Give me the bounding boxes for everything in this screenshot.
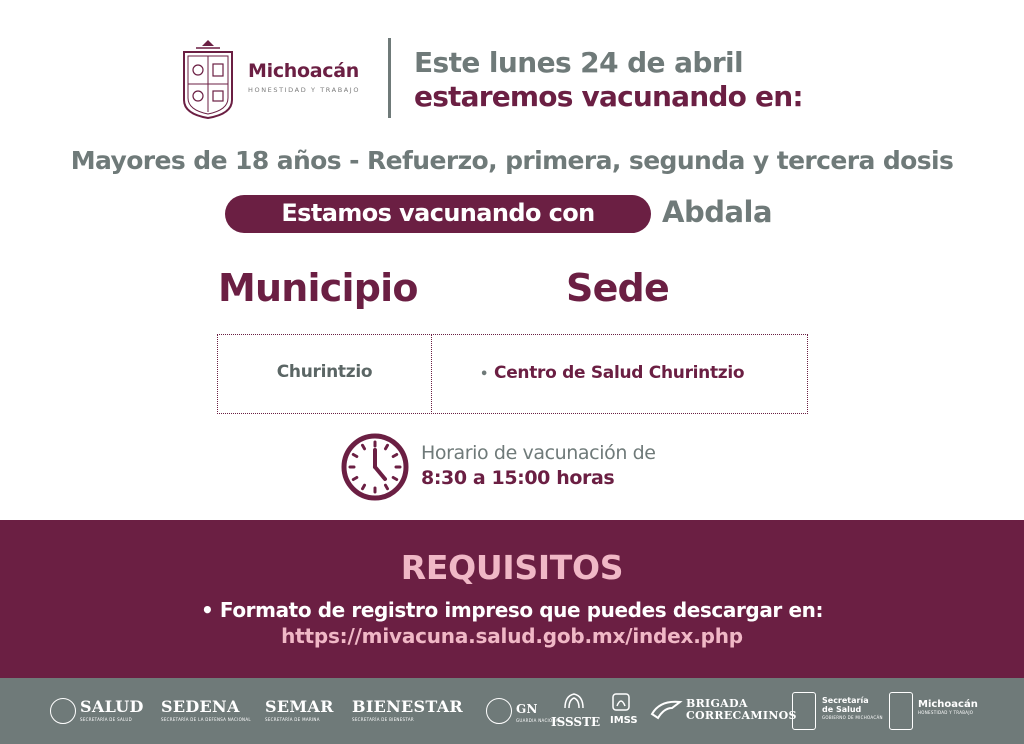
logo-semar (265, 697, 334, 722)
logo-salud (80, 697, 144, 722)
logo-imss: IMSS (610, 715, 638, 726)
logo-secretaria-line2: de Salud (822, 705, 862, 714)
logo-brigada (686, 698, 797, 722)
logo-bienestar-sub: SECRETARÍA DE BIENESTAR (352, 717, 414, 722)
location-table (217, 334, 808, 414)
column-header-sede: Sede (566, 266, 669, 310)
gn-seal-icon (486, 698, 512, 724)
logo-salud-sub: SECRETARÍA DE SALUD (80, 717, 132, 722)
vaccine-pill (225, 195, 651, 233)
footer-logos (0, 678, 1024, 744)
logo-michoacan (918, 700, 978, 715)
imss-emblem-icon (611, 692, 631, 712)
michoacan-shield-icon (180, 38, 236, 120)
logo-salud-name: SALUD (80, 697, 144, 716)
logo-secretaria-salud (822, 696, 883, 720)
bullet-icon: • (200, 598, 220, 622)
logo-bienestar (352, 697, 463, 722)
vaccine-name: Abdala (662, 195, 773, 229)
logo-bienestar-name: BIENESTAR (352, 697, 464, 716)
logo-secretaria-line1: Secretaría (822, 696, 869, 705)
logo-brigada-line2: CORRECAMINOS (686, 709, 797, 722)
logo-secretaria-sub: GOBIERNO DE MICHOACÁN (822, 715, 883, 720)
logo-issste: ISSSTE (551, 715, 601, 729)
logo-gn-name: GN (516, 702, 538, 716)
bullet-icon: • (480, 367, 489, 382)
headline-action: estaremos vacunando en: (414, 80, 803, 113)
secretaria-shield-icon (792, 692, 816, 730)
michoacan-footer-shield-icon (889, 692, 913, 730)
requirements-band (0, 520, 1024, 678)
requirements-item-text: Formato de registro impreso que puedes descargar en: (219, 598, 824, 622)
issste-emblem-icon (563, 692, 585, 710)
header-divider (388, 38, 391, 118)
clock-icon (340, 432, 410, 502)
brand-name: Michoacán (248, 60, 359, 82)
logo-semar-sub: SECRETARÍA DE MARINA (265, 717, 320, 722)
correcaminos-bird-icon (650, 696, 684, 722)
column-header-municipio: Municipio (218, 266, 418, 310)
logo-sedena (161, 697, 251, 722)
schedule-label: Horario de vacunación de (421, 442, 656, 464)
schedule-hours: 8:30 a 15:00 horas (421, 467, 615, 489)
sede-name: Centro de Salud Churintzio (494, 363, 745, 383)
header (0, 0, 1024, 130)
audience-text: Mayores de 18 años - Refuerzo, primera, segunda y tercera dosis (70, 146, 954, 175)
table-cell-municipio: Churintzio (276, 362, 373, 382)
logo-michoacan-name: Michoacán (918, 699, 978, 710)
salud-seal-icon (50, 698, 76, 724)
requirements-item (0, 598, 1024, 622)
requirements-url[interactable]: https://mivacuna.salud.gob.mx/index.php (281, 624, 743, 648)
logo-semar-name: SEMAR (265, 697, 334, 716)
logo-brigada-line1: BRIGADA (686, 697, 748, 710)
logo-gn-sub: GUARDIA NACIONAL (516, 718, 562, 723)
brand-tagline: HONESTIDAD Y TRABAJO (248, 86, 361, 94)
logo-sedena-sub: SECRETARÍA DE LA DEFENSA NACIONAL (161, 717, 251, 722)
headline-date: Este lunes 24 de abril (414, 46, 744, 79)
requirements-title: REQUISITOS (400, 548, 624, 587)
logo-michoacan-sub: HONESTIDAD Y TRABAJO (918, 710, 974, 715)
logo-sedena-name: SEDENA (161, 697, 240, 716)
table-cell-sede (480, 363, 744, 383)
vaccine-pill-label: Estamos vacunando con (281, 199, 595, 227)
table-column-divider (431, 335, 432, 412)
